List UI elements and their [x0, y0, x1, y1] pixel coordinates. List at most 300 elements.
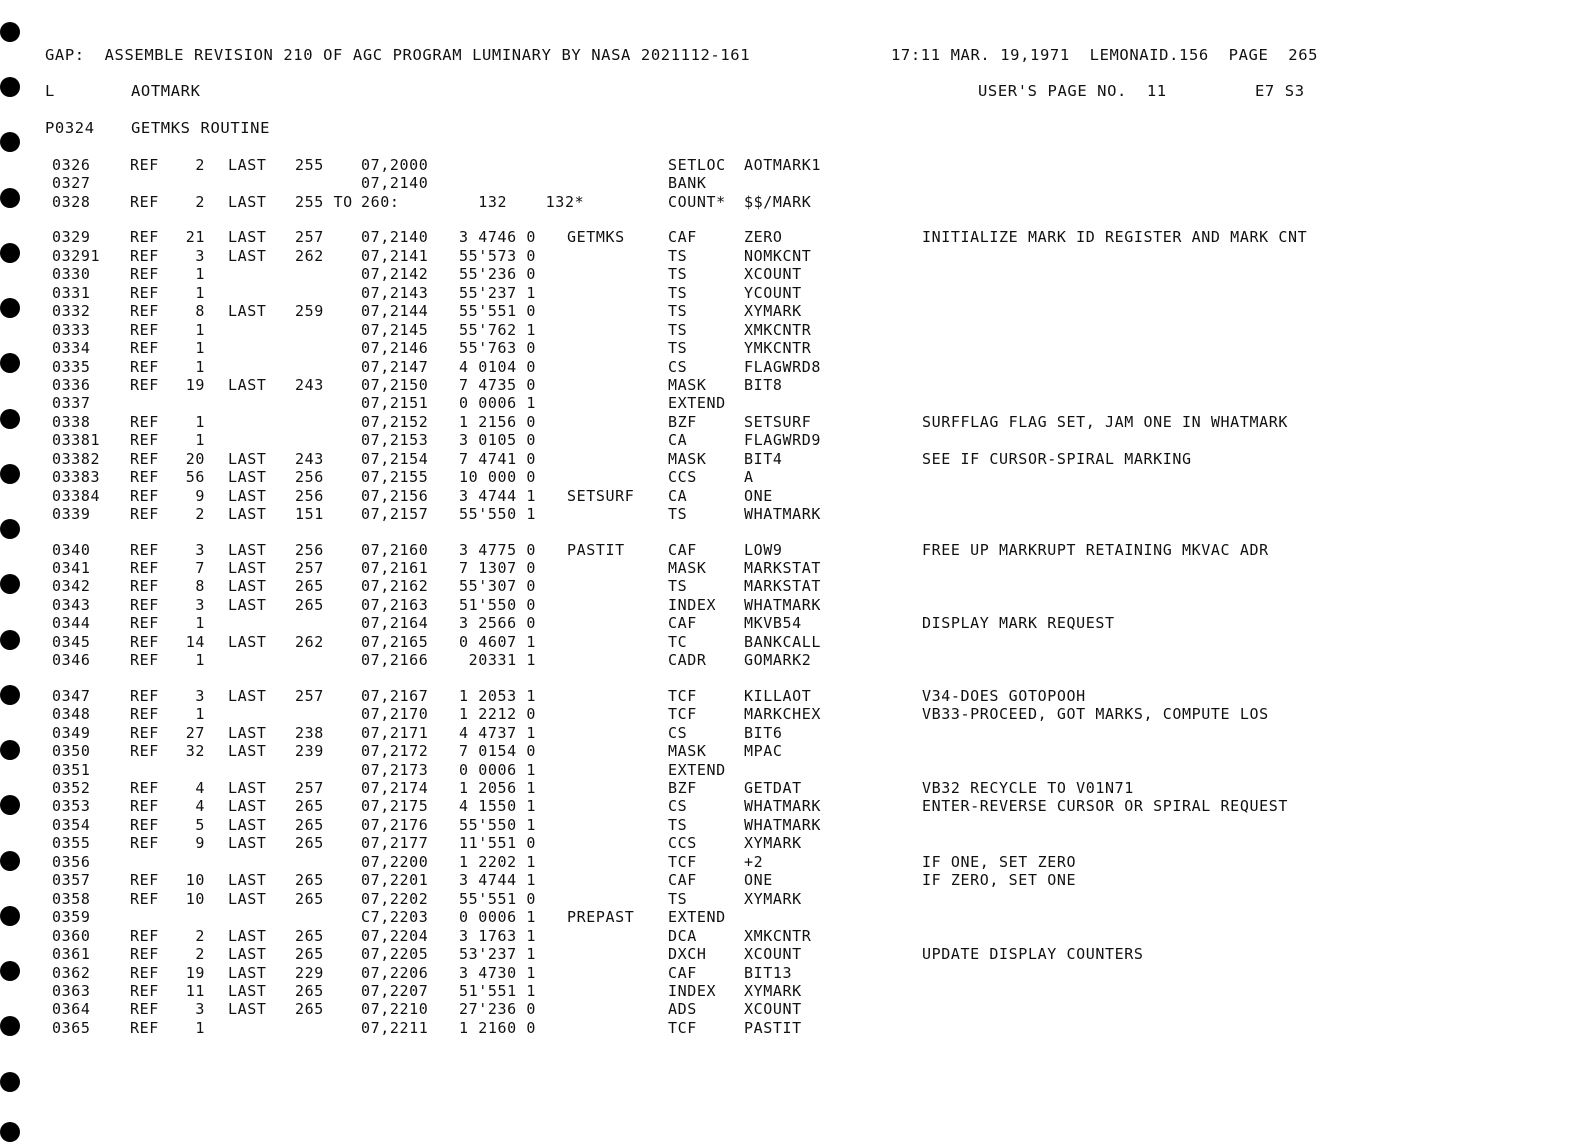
listing-code: 53'237 1	[459, 945, 537, 963]
listing-op: TS	[668, 265, 688, 284]
listing-op: TS	[668, 815, 688, 834]
listing-row	[0, 834, 1585, 853]
listing-code: 55'551 0	[459, 889, 537, 908]
listing-row	[0, 358, 1585, 377]
listing-count: 14	[185, 632, 205, 651]
listing-code: 1 2053 1	[459, 686, 537, 705]
listing-ref: REF	[130, 981, 159, 1000]
listing-operand: XCOUNT	[744, 945, 802, 963]
listing-ref: REF	[130, 283, 159, 302]
listing-ref: REF	[130, 742, 159, 761]
listing-row	[0, 228, 1585, 247]
users-page-number: USER'S PAGE NO. 11	[978, 82, 1167, 100]
listing-addr: 07,2145	[361, 320, 429, 339]
listing-ref: REF	[130, 779, 159, 797]
listing-count: 3	[195, 246, 205, 265]
listing-ref: REF	[130, 320, 159, 339]
listing-lnum: 265	[295, 1000, 324, 1019]
listing-count: 4	[195, 797, 205, 816]
listing-op: BZF	[668, 779, 697, 797]
listing-ref: REF	[130, 614, 159, 633]
listing-op: COUNT*	[668, 192, 726, 211]
listing-label: PASTIT	[567, 540, 625, 559]
listing-row	[0, 339, 1585, 358]
listing-line: 0348	[52, 705, 91, 724]
listing-op: EXTEND	[668, 908, 726, 927]
listing-lnum: 265	[295, 926, 324, 945]
listing-lnum: 255 TO	[295, 192, 353, 211]
listing-operand: SETSURF	[744, 412, 812, 431]
listing-lnum: 229	[295, 963, 324, 982]
listing-operand: WHATMARK	[744, 815, 822, 834]
listing-addr: 07,2152	[361, 412, 429, 431]
listing-line: 0347	[52, 686, 91, 705]
listing-line: 03383	[52, 468, 101, 487]
listing-code: 3 2566 0	[459, 614, 537, 633]
listing-ref: REF	[130, 871, 159, 890]
listing-label: SETSURF	[567, 486, 635, 505]
listing-line: 0340	[52, 540, 91, 559]
listing-line: 03382	[52, 449, 101, 468]
listing-op: ADS	[668, 1000, 697, 1019]
listing-last: LAST	[228, 595, 267, 614]
listing-code: 55'551 0	[459, 302, 537, 321]
listing-count: 3	[195, 686, 205, 705]
listing-ref: REF	[130, 945, 159, 963]
listing-code: 7 1307 0	[459, 559, 537, 577]
listing-lnum: 243	[295, 449, 324, 468]
listing-line: 0326	[52, 156, 91, 174]
listing-lnum: 257	[295, 559, 324, 577]
listing-addr: 07,2204	[361, 926, 429, 945]
listing-code: 51'550 0	[459, 595, 537, 614]
listing-addr: 07,2164	[361, 614, 429, 633]
listing-ref: REF	[130, 246, 159, 265]
listing-op: TS	[668, 889, 688, 908]
listing-row	[0, 687, 1585, 706]
listing-operand: BIT8	[744, 375, 783, 394]
listing-op: TS	[668, 283, 688, 302]
listing-operand: WHATMARK	[744, 797, 822, 816]
listing-code: 3 4730 1	[459, 963, 537, 982]
listing-op: MASK	[668, 375, 707, 394]
listing-lnum: 257	[295, 228, 324, 247]
listing-lnum: 265	[295, 945, 324, 963]
listing-lnum: 262	[295, 632, 324, 651]
listing-op: CCS	[668, 468, 697, 487]
listing-lnum: 265	[295, 871, 324, 890]
listing-addr: 07,2147	[361, 357, 429, 376]
listing-count: 5	[195, 815, 205, 834]
listing-count: 9	[195, 486, 205, 505]
listing-operand: AOTMARK1	[744, 156, 822, 174]
listing-count: 1	[195, 357, 205, 376]
listing-code: 27'236 0	[459, 1000, 537, 1019]
listing-comment: IF ZERO, SET ONE	[922, 871, 1077, 890]
listing-count: 20	[185, 449, 205, 468]
listing-code: 7 4741 0	[459, 449, 537, 468]
listing-addr: 07,2207	[361, 981, 429, 1000]
listing-last: LAST	[228, 486, 267, 505]
listing-row	[0, 890, 1585, 909]
listing-row	[0, 559, 1585, 578]
listing-operand: XYMARK	[744, 302, 802, 321]
listing-row	[0, 927, 1585, 946]
listing-ref: REF	[130, 375, 159, 394]
listing-last: LAST	[228, 375, 267, 394]
listing-lnum: 239	[295, 742, 324, 761]
listing-operand: WHATMARK	[744, 505, 822, 524]
listing-last: LAST	[228, 468, 267, 487]
listing-ref: REF	[130, 265, 159, 284]
listing-row	[0, 302, 1585, 321]
listing-op: DCA	[668, 926, 697, 945]
listing-code: 7 4735 0	[459, 375, 537, 394]
routine-title: GETMKS ROUTINE	[131, 119, 271, 137]
listing-operand: BIT4	[744, 449, 783, 468]
listing-operand: BIT6	[744, 723, 783, 742]
listing-op: CS	[668, 723, 688, 742]
listing-line: 03384	[52, 486, 101, 505]
listing-row	[0, 908, 1585, 927]
listing-last: LAST	[228, 540, 267, 559]
listing-op: CS	[668, 797, 688, 816]
listing-comment: ENTER-REVERSE CURSOR OR SPIRAL REQUEST	[922, 797, 1288, 816]
listing-operand: FLAGWRD8	[744, 357, 822, 376]
listing-op: TS	[668, 339, 688, 357]
listing-lnum: 256	[295, 468, 324, 487]
listing-count: 2	[195, 156, 205, 174]
listing-row	[0, 982, 1585, 1001]
listing-comment: V34-DOES GOTOPOOH	[922, 686, 1086, 705]
listing-row	[0, 596, 1585, 615]
listing-line: 0353	[52, 797, 91, 816]
listing-code: 55'237 1	[459, 283, 537, 302]
listing-row	[0, 193, 1585, 212]
listing-last: LAST	[228, 559, 267, 577]
listing-lnum: 243	[295, 375, 324, 394]
listing-last: LAST	[228, 926, 267, 945]
listing-last: LAST	[228, 945, 267, 963]
listing-ref: REF	[130, 815, 159, 834]
listing-op: DXCH	[668, 945, 707, 963]
listing-addr: 07,2141	[361, 246, 429, 265]
listing-code: 4 0104 0	[459, 357, 537, 376]
listing-comment: SURFFLAG FLAG SET, JAM ONE IN WHATMARK	[922, 412, 1288, 431]
listing-last: LAST	[228, 505, 267, 524]
listing-code: 7 0154 0	[459, 742, 537, 761]
listing-lnum: 255	[295, 156, 324, 174]
listing-count: 56	[185, 468, 205, 487]
listing-last: LAST	[228, 797, 267, 816]
listing-op: TCF	[668, 705, 697, 724]
listing-addr: 07,2201	[361, 871, 429, 890]
listing-operand: XCOUNT	[744, 265, 802, 284]
listing-row	[0, 871, 1585, 890]
listing-row	[0, 174, 1585, 193]
listing-line: 0327	[52, 174, 91, 193]
listing-line: 0338	[52, 412, 91, 431]
listing-code: 4 1550 1	[459, 797, 537, 816]
listing-count: 2	[195, 192, 205, 211]
listing-count: 1	[195, 283, 205, 302]
listing-count: 3	[195, 540, 205, 559]
listing-ref: REF	[130, 357, 159, 376]
listing-line: 0356	[52, 852, 91, 871]
listing-line: 0328	[52, 192, 91, 211]
listing-row	[0, 816, 1585, 835]
listing-addr: 07,2150	[361, 375, 429, 394]
listing-last: LAST	[228, 577, 267, 596]
listing-row	[0, 614, 1585, 633]
listing-count: 2	[195, 926, 205, 945]
listing-last: LAST	[228, 742, 267, 761]
listing-count: 1	[195, 1018, 205, 1037]
listing-line: 0335	[52, 357, 91, 376]
listing-addr: 07,2160	[361, 540, 429, 559]
listing-line: 0333	[52, 320, 91, 339]
listing-op: CA	[668, 431, 688, 450]
listing-count: 1	[195, 651, 205, 670]
listing-last: LAST	[228, 981, 267, 1000]
print-date-page: 17:11 MAR. 19,1971 LEMONAID.156 PAGE 265	[891, 46, 1319, 64]
listing-line: 0360	[52, 926, 91, 945]
listing-count: 10	[185, 871, 205, 890]
listing-lnum: 256	[295, 540, 324, 559]
listing-line: 0358	[52, 889, 91, 908]
listing-code: 11'551 0	[459, 834, 537, 853]
listing-addr: 07,2176	[361, 815, 429, 834]
listing-code: 3 4744 1	[459, 486, 537, 505]
listing-code: 55'550 1	[459, 505, 537, 524]
listing-row	[0, 431, 1585, 450]
listing-row	[0, 265, 1585, 284]
listing-line: 0349	[52, 723, 91, 742]
listing-last: LAST	[228, 871, 267, 890]
listing-addr: 07,2205	[361, 945, 429, 963]
listing-line: 0332	[52, 302, 91, 321]
listing-count: 1	[195, 614, 205, 633]
listing-line: 0342	[52, 577, 91, 596]
listing-comment: DISPLAY MARK REQUEST	[922, 614, 1115, 633]
listing-ref: REF	[130, 889, 159, 908]
listing-code: 3 1763 1	[459, 926, 537, 945]
listing-last: LAST	[228, 302, 267, 321]
listing-addr: 07,2142	[361, 265, 429, 284]
listing-code: 55'550 1	[459, 815, 537, 834]
listing-line: 0345	[52, 632, 91, 651]
listing-line: 0364	[52, 1000, 91, 1019]
listing-count: 1	[195, 412, 205, 431]
listing-ref: REF	[130, 339, 159, 357]
listing-code: 55'307 0	[459, 577, 537, 596]
listing-row	[0, 321, 1585, 340]
listing-op: TS	[668, 302, 688, 321]
listing-row	[0, 705, 1585, 724]
listing-operand: XCOUNT	[744, 1000, 802, 1019]
listing-addr: 260:	[361, 192, 400, 211]
listing-addr: 07,2163	[361, 595, 429, 614]
listing-code: 3 4744 1	[459, 871, 537, 890]
listing-last: LAST	[228, 815, 267, 834]
listing-lnum: 259	[295, 302, 324, 321]
listing-operand: ONE	[744, 486, 773, 505]
listing-row	[0, 651, 1585, 670]
listing-operand: MARKSTAT	[744, 577, 822, 596]
listing-comment: IF ONE, SET ZERO	[922, 852, 1077, 871]
listing-row	[0, 633, 1585, 652]
listing-line: 0346	[52, 651, 91, 670]
listing-ref: REF	[130, 192, 159, 211]
listing-line: 0330	[52, 265, 91, 284]
listing-row	[0, 156, 1585, 175]
listing-addr: 07,2156	[361, 486, 429, 505]
listing-row	[0, 468, 1585, 487]
listing-addr: 07,2162	[361, 577, 429, 596]
listing-row	[0, 797, 1585, 816]
listing-comment: FREE UP MARKRUPT RETAINING MKVAC ADR	[922, 540, 1269, 559]
listing-addr: 07,2166	[361, 651, 429, 670]
listing-ref: REF	[130, 156, 159, 174]
listing-operand: LOW9	[744, 540, 783, 559]
listing-row	[0, 284, 1585, 303]
listing-count: 19	[185, 963, 205, 982]
listing-operand: A	[744, 468, 754, 487]
listing-op: EXTEND	[668, 394, 726, 413]
listing-line: 0334	[52, 339, 91, 357]
listing-count: 21	[185, 228, 205, 247]
listing-op: TCF	[668, 852, 697, 871]
listing-code: 0 0006 1	[459, 760, 537, 779]
listing-ref: REF	[130, 797, 159, 816]
listing-addr: 07,2167	[361, 686, 429, 705]
listing-code: 20331 1	[459, 651, 537, 670]
listing-lnum: 265	[295, 797, 324, 816]
type-code: L	[45, 82, 55, 100]
listing-op: TS	[668, 320, 688, 339]
listing-op: CAF	[668, 963, 697, 982]
listing-code: 55'763 0	[459, 339, 537, 357]
listing-lnum: 238	[295, 723, 324, 742]
listing-addr: 07,2153	[361, 431, 429, 450]
listing-row	[0, 964, 1585, 983]
listing-operand: BIT13	[744, 963, 793, 982]
listing-row	[0, 1000, 1585, 1019]
listing-row	[0, 376, 1585, 395]
listing-ref: REF	[130, 540, 159, 559]
listing-op: MASK	[668, 449, 707, 468]
listing-lnum: 265	[295, 889, 324, 908]
listing-count: 11	[185, 981, 205, 1000]
listing-ref: REF	[130, 577, 159, 596]
listing-count: 1	[195, 705, 205, 724]
listing-line: 0357	[52, 871, 91, 890]
listing-count: 27	[185, 723, 205, 742]
listing-line: 0361	[52, 945, 91, 963]
listing-ref: REF	[130, 449, 159, 468]
listing-operand: BANKCALL	[744, 632, 822, 651]
listing-addr: 07,2165	[361, 632, 429, 651]
listing-operand: MPAC	[744, 742, 783, 761]
page-code: E7 S3	[1255, 82, 1305, 100]
listing-operand: MARKSTAT	[744, 559, 822, 577]
listing-addr: 07,2000	[361, 156, 429, 174]
listing-last: LAST	[228, 156, 267, 174]
listing-operand: XMKCNTR	[744, 926, 812, 945]
listing-code: 55'236 0	[459, 265, 537, 284]
listing-op: CADR	[668, 651, 707, 670]
listing-op: INDEX	[668, 981, 717, 1000]
listing-line: 0343	[52, 595, 91, 614]
listing-operand: GOMARK2	[744, 651, 812, 670]
listing-count: 1	[195, 320, 205, 339]
listing-op: CAF	[668, 614, 697, 633]
listing-ref: REF	[130, 228, 159, 247]
listing-addr: 07,2211	[361, 1018, 429, 1037]
listing-code: 0 4607 1	[459, 632, 537, 651]
listing-row	[0, 505, 1585, 524]
listing-operand: ZERO	[744, 228, 783, 247]
listing-op: CAF	[668, 228, 697, 247]
listing-row	[0, 724, 1585, 743]
listing-operand: XYMARK	[744, 889, 802, 908]
listing-ref: REF	[130, 632, 159, 651]
listing-operand: YCOUNT	[744, 283, 802, 302]
listing-operand: MARKCHEX	[744, 705, 822, 724]
listing-addr: 07,2200	[361, 852, 429, 871]
listing-code: 1 2156 0	[459, 412, 537, 431]
listing-op: BZF	[668, 412, 697, 431]
listing-ref: REF	[130, 505, 159, 524]
listing-count: 2	[195, 945, 205, 963]
listing-ref: REF	[130, 651, 159, 670]
listing-lnum: 265	[295, 981, 324, 1000]
listing-ref: REF	[130, 963, 159, 982]
listing-row	[0, 1019, 1585, 1038]
listing-line: 0365	[52, 1018, 91, 1037]
listing-last: LAST	[228, 1000, 267, 1019]
listing-last: LAST	[228, 889, 267, 908]
listing-operand: XMKCNTR	[744, 320, 812, 339]
listing-ref: REF	[130, 705, 159, 724]
listing-code: 1 2056 1	[459, 779, 537, 797]
listing-ref: REF	[130, 686, 159, 705]
listing-op: EXTEND	[668, 760, 726, 779]
header-line-1	[0, 46, 1585, 65]
listing-operand: YMKCNTR	[744, 339, 812, 357]
listing-addr: 07,2140	[361, 228, 429, 247]
listing-last: LAST	[228, 834, 267, 853]
listing-lnum: 265	[295, 577, 324, 596]
listing-op: TCF	[668, 1018, 697, 1037]
listing-code: 1 2160 0	[459, 1018, 537, 1037]
listing-code: 3 4746 0	[459, 228, 537, 247]
listing-count: 8	[195, 577, 205, 596]
listing-addr: 07,2155	[361, 468, 429, 487]
listing-ref: REF	[130, 834, 159, 853]
listing-line: 0355	[52, 834, 91, 853]
listing-ref: REF	[130, 486, 159, 505]
listing-line: 0341	[52, 559, 91, 577]
listing-addr: 07,2154	[361, 449, 429, 468]
listing-op: CAF	[668, 540, 697, 559]
listing-addr: 07,2140	[361, 174, 429, 193]
listing-line: 0329	[52, 228, 91, 247]
listing-addr: 07,2173	[361, 760, 429, 779]
listing-label: PREPAST	[567, 908, 635, 927]
listing-ref: REF	[130, 559, 159, 577]
listing-row	[0, 577, 1585, 596]
